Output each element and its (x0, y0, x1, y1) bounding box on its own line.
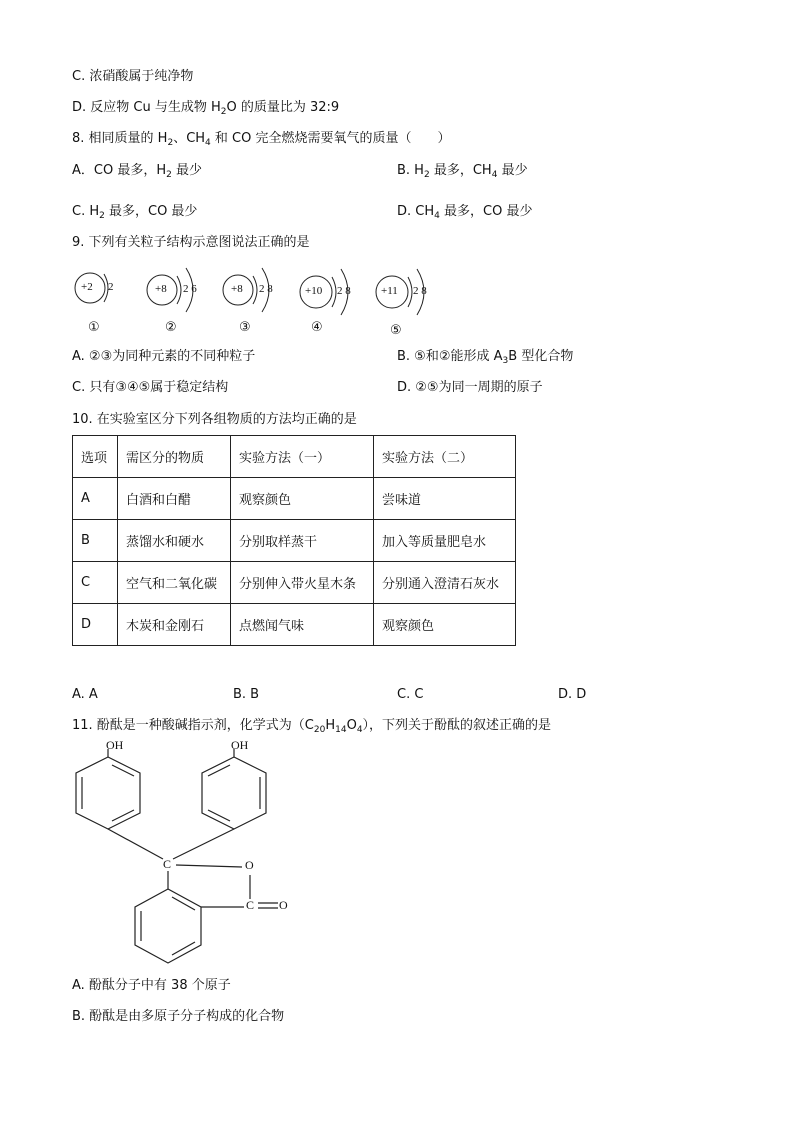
table-cell: 点燃闻气味 (231, 604, 374, 646)
table-cell: 分别通入澄清石灰水 (374, 562, 516, 604)
table-header: 实验方法（二） (374, 436, 516, 478)
q11-option-b: B. 酚酞是由多原子分子构成的化合物 (72, 1009, 285, 1024)
table-cell: A (73, 478, 118, 520)
table-cell: 白酒和白醋 (118, 478, 231, 520)
q10-option-b: B. B (233, 687, 260, 702)
q8-stem: 8. 相同质量的 $H_2$、$CH_4$ 和 CO 完全燃烧需要氧气的质量（ ） (72, 131, 451, 148)
q10-option-c: C. C (397, 687, 424, 702)
atom-4-shells: 2 8 (337, 285, 351, 297)
atom-1-nucleus: +2 (81, 281, 93, 293)
table-row (73, 478, 516, 520)
phenol-ring-right (202, 749, 266, 829)
table-cell: D (73, 604, 118, 646)
phenol-ring-left (76, 749, 140, 829)
ring-oxygen-label: O (245, 858, 254, 872)
q11-option-a: A. 酚酞分子中有 38 个原子 (72, 978, 231, 993)
q10-table (72, 435, 516, 646)
table-cell: 蒸馏水和硬水 (118, 520, 231, 562)
q9-option-a: A. ②③为同种元素的不同种粒子 (72, 349, 256, 364)
atom-5-nucleus: +11 (381, 285, 398, 297)
phenolphthalein-structure (60, 735, 320, 985)
table-cell: B (73, 520, 118, 562)
table-cell: 加入等质量肥皂水 (374, 520, 516, 562)
table-cell: 尝味道 (374, 478, 516, 520)
atom-4-mark: ④ (311, 320, 323, 335)
table-cell: 观察颜色 (231, 478, 374, 520)
central-bonds (108, 829, 250, 899)
table-header-row (73, 436, 516, 478)
table-cell: 分别伸入带火星木条 (231, 562, 374, 604)
q8-option-d: D. $CH_4$ 最多，CO 最少 (397, 204, 533, 221)
q10-option-a: A. A (72, 687, 98, 702)
atom-1-shells: 2 (108, 281, 114, 293)
q7-option-d: D. 反应物 Cu 与生成物 $H_2O$ 的质量比为 32:9 (72, 100, 340, 117)
q8-option-a: A．CO 最多，$H_2$ 最少 (72, 163, 202, 180)
table-cell: C (73, 562, 118, 604)
table-row (73, 604, 516, 646)
table-cell: 空气和二氧化碳 (118, 562, 231, 604)
table-header: 实验方法（一） (231, 436, 374, 478)
atom-2-shells: 2 6 (183, 283, 197, 295)
q11-stem: 11. 酚酞是一种酸碱指示剂，化学式为$(C_{20}H_{14}O_4)$，下列关于酚酞的叙述正确的是 (72, 718, 552, 735)
atom-4-nucleus: +10 (305, 285, 323, 297)
atom-3-shells: 2 8 (259, 283, 273, 295)
q7-option-c: C. 浓硝酸属于纯净物 (72, 69, 194, 84)
table-cell: 分别取样蒸干 (231, 520, 374, 562)
carbonyl-carbon-label: C (246, 898, 255, 912)
oh-label-left: OH (106, 738, 124, 752)
q9-option-b: B. ⑤和②能形成 $A_3B$ 型化合物 (397, 349, 574, 366)
table-header: 需区分的物质 (118, 436, 231, 478)
atom-5-shells: 2 8 (413, 285, 427, 297)
atom-2-mark: ② (165, 320, 177, 335)
atom-5-mark: ⑤ (390, 323, 402, 338)
table-row (73, 520, 516, 562)
oh-label-right: OH (231, 738, 249, 752)
table-cell: 木炭和金刚石 (118, 604, 231, 646)
atom-1-mark: ① (88, 320, 100, 335)
atom-3-nucleus: +8 (231, 283, 243, 295)
q10-stem: 10. 在实验室区分下列各组物质的方法均正确的是 (72, 412, 357, 427)
q8-option-c: C. $H_2$ 最多，CO 最少 (72, 204, 198, 221)
q10-option-d: D. D (558, 687, 587, 702)
atom-3-mark: ③ (239, 320, 251, 335)
table-cell: 观察颜色 (374, 604, 516, 646)
carbonyl-oxygen-label: O (279, 898, 288, 912)
q9-stem: 9. 下列有关粒子结构示意图说法正确的是 (72, 235, 310, 250)
q8-option-b: B. $H_2$ 最多，$CH_4$ 最少 (397, 163, 528, 180)
table-header: 选项 (73, 436, 118, 478)
q9-option-d: D. ②⑤为同一周期的原子 (397, 380, 543, 395)
benzene-ring-bottom (135, 889, 278, 963)
q9-option-c: C. 只有③④⑤属于稳定结构 (72, 380, 229, 395)
central-carbon-label: C (163, 857, 172, 871)
table-row (73, 562, 516, 604)
atom-2-nucleus: +8 (155, 283, 167, 295)
